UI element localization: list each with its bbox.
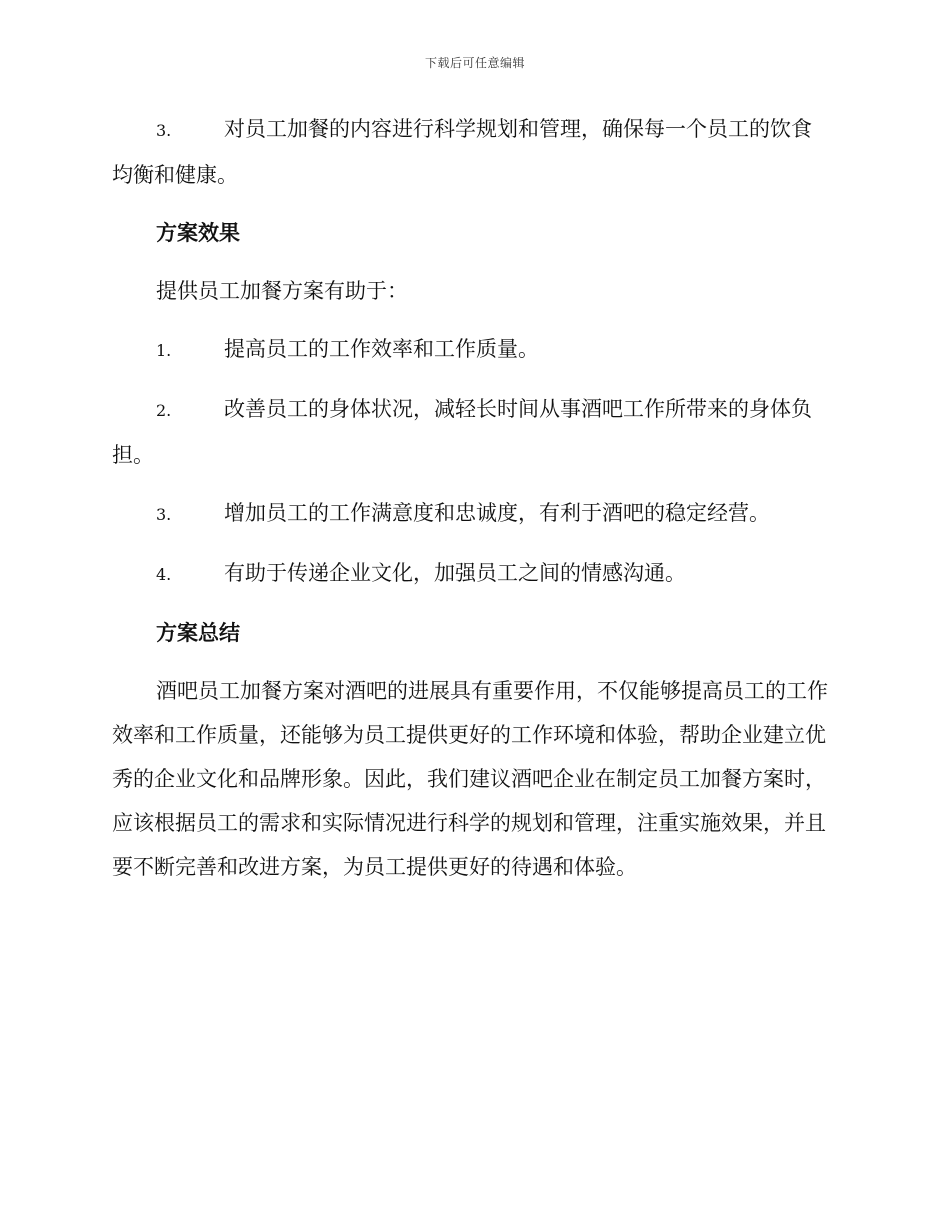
list-number: 3. [156, 505, 172, 524]
list-number: 2. [156, 401, 172, 420]
list-number: 1. [156, 341, 172, 360]
list-text: 改善员工的身体状况，减轻长时间从事酒吧工作所带来的身体负担。 [112, 397, 812, 467]
effects-item-3 [112, 491, 832, 537]
page-header: 下载后可任意编辑 [424, 56, 525, 70]
list-text: 对员工加餐的内容进行科学规划和管理，确保每一个员工的饮食均衡和健康。 [112, 117, 812, 187]
list-item-3-top [112, 107, 832, 197]
effects-item-2 [112, 387, 832, 477]
effects-intro: 提供员工加餐方案有助于： [156, 279, 408, 303]
list-text: 提高员工的工作效率和工作质量。 [224, 337, 539, 361]
document-body [112, 107, 832, 889]
section-heading-effects: 方案效果 [156, 221, 240, 245]
effects-item-1 [112, 327, 832, 373]
section-heading-summary: 方案总结 [156, 621, 240, 645]
list-text: 有助于传递企业文化，加强员工之间的情感沟通。 [224, 561, 686, 585]
summary-paragraph: 酒吧员工加餐方案对酒吧的进展具有重要作用，不仅能够提高员工的工作效率和工作质量，还能够为员工提供更好的工作环境和体验，帮助企业建立优秀的企业文化和品牌形象。因此，我们建议酒吧企业在制定员工加餐方案时，应该根据员工的需求和实际情况进行科学的规划和管理，注重实施效果，并且要不断完善和改进方案，为员工提供更好的待遇和体验。 [112, 679, 828, 879]
list-text: 增加员工的工作满意度和忠诚度，有利于酒吧的稳定经营。 [224, 501, 770, 525]
list-number: 4. [156, 565, 172, 584]
effects-item-4 [112, 551, 832, 597]
list-number: 3. [156, 121, 172, 140]
